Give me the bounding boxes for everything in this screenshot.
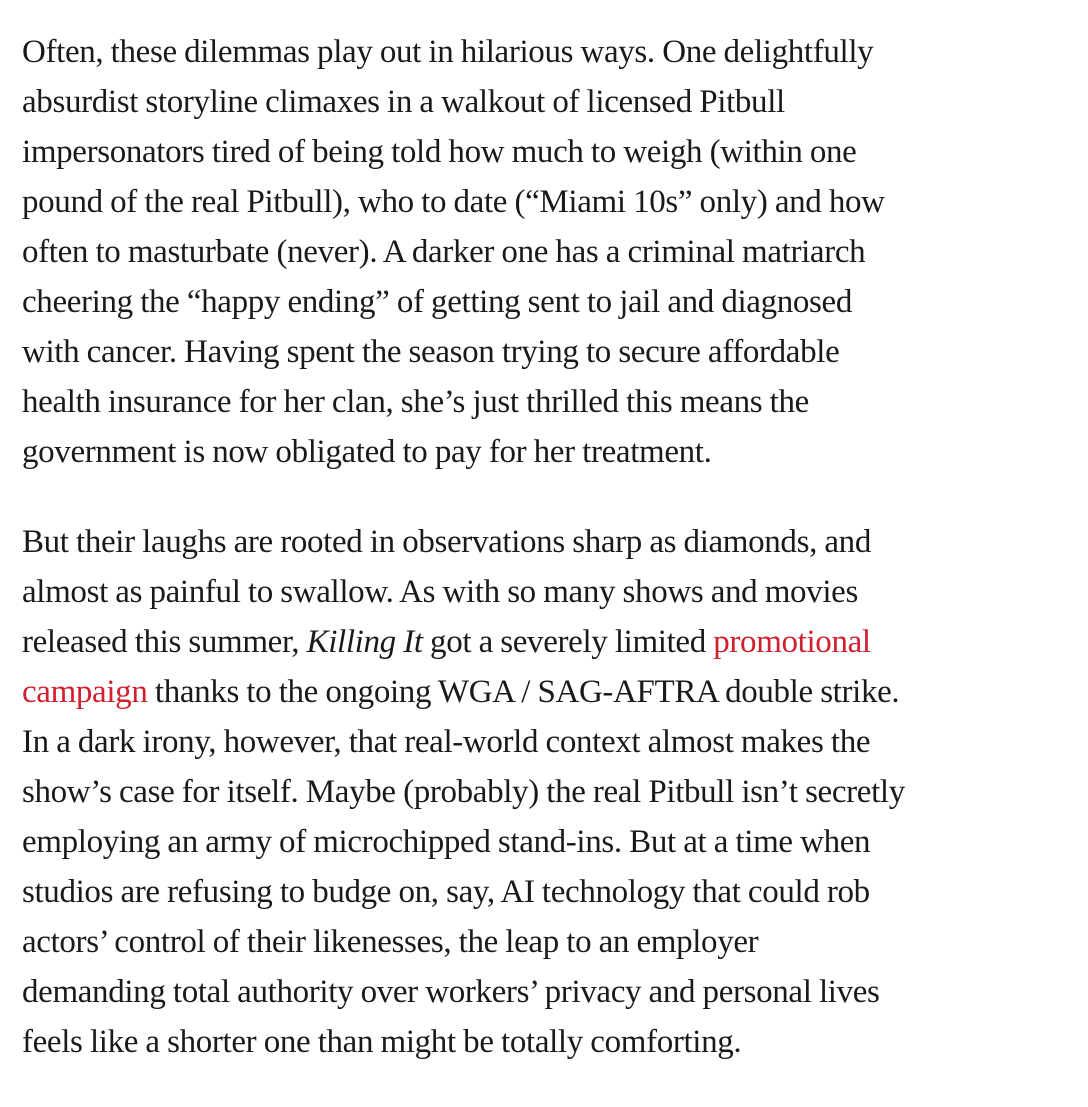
text-line [22,617,1082,667]
text-line: actors’ control of their likenesses, the leap to an employer [22,924,759,960]
article-body [22,27,1082,1107]
text-fragment: got a severely limited [422,624,714,660]
text-fragment: released this summer, [22,624,307,660]
text-line: feels like a shorter one than might be totally comforting. [22,1024,742,1060]
text-line: But their laughs are rooted in observations sharp as diamonds, and [22,524,871,560]
show-title: Killing It [306,624,423,660]
text-fragment: thanks to the ongoing WGA / SAG-AFTRA double strike. [147,674,900,710]
text-line: with cancer. Having spent the season trying to secure affordable [22,334,840,370]
text-line: Often, these dilemmas play out in hilarious ways. One delightfully [22,34,874,70]
promotional-campaign-link[interactable]: promotional [713,624,871,660]
text-line: government is now obligated to pay for her treatment. [22,434,712,470]
text-line: employing an army of microchipped stand-ins. But at a time when [22,824,871,860]
text-line: show’s case for itself. Maybe (probably) the real Pitbull isn’t secretly [22,774,905,810]
text-line: studios are refusing to budge on, say, AI technology that could rob [22,874,870,910]
text-line: In a dark irony, however, that real-world context almost makes the [22,724,871,760]
paragraph-1 [22,27,1082,477]
text-line: health insurance for her clan, she’s just thrilled this means the [22,384,809,420]
text-line [22,667,1082,717]
text-line: almost as painful to swallow. As with so many shows and movies [22,574,858,610]
text-line: often to masturbate (never). A darker one has a criminal matriarch [22,234,866,270]
text-line: impersonators tired of being told how much to weigh (within one [22,134,857,170]
text-line: demanding total authority over workers’ privacy and personal lives [22,974,880,1010]
text-line: pound of the real Pitbull), who to date (“Miami 10s” only) and how [22,184,885,220]
text-line: absurdist storyline climaxes in a walkout of licensed Pitbull [22,84,785,120]
paragraph-2 [22,517,1082,1067]
text-line: cheering the “happy ending” of getting sent to jail and diagnosed [22,284,852,320]
promotional-campaign-link-continued[interactable]: campaign [22,674,148,710]
